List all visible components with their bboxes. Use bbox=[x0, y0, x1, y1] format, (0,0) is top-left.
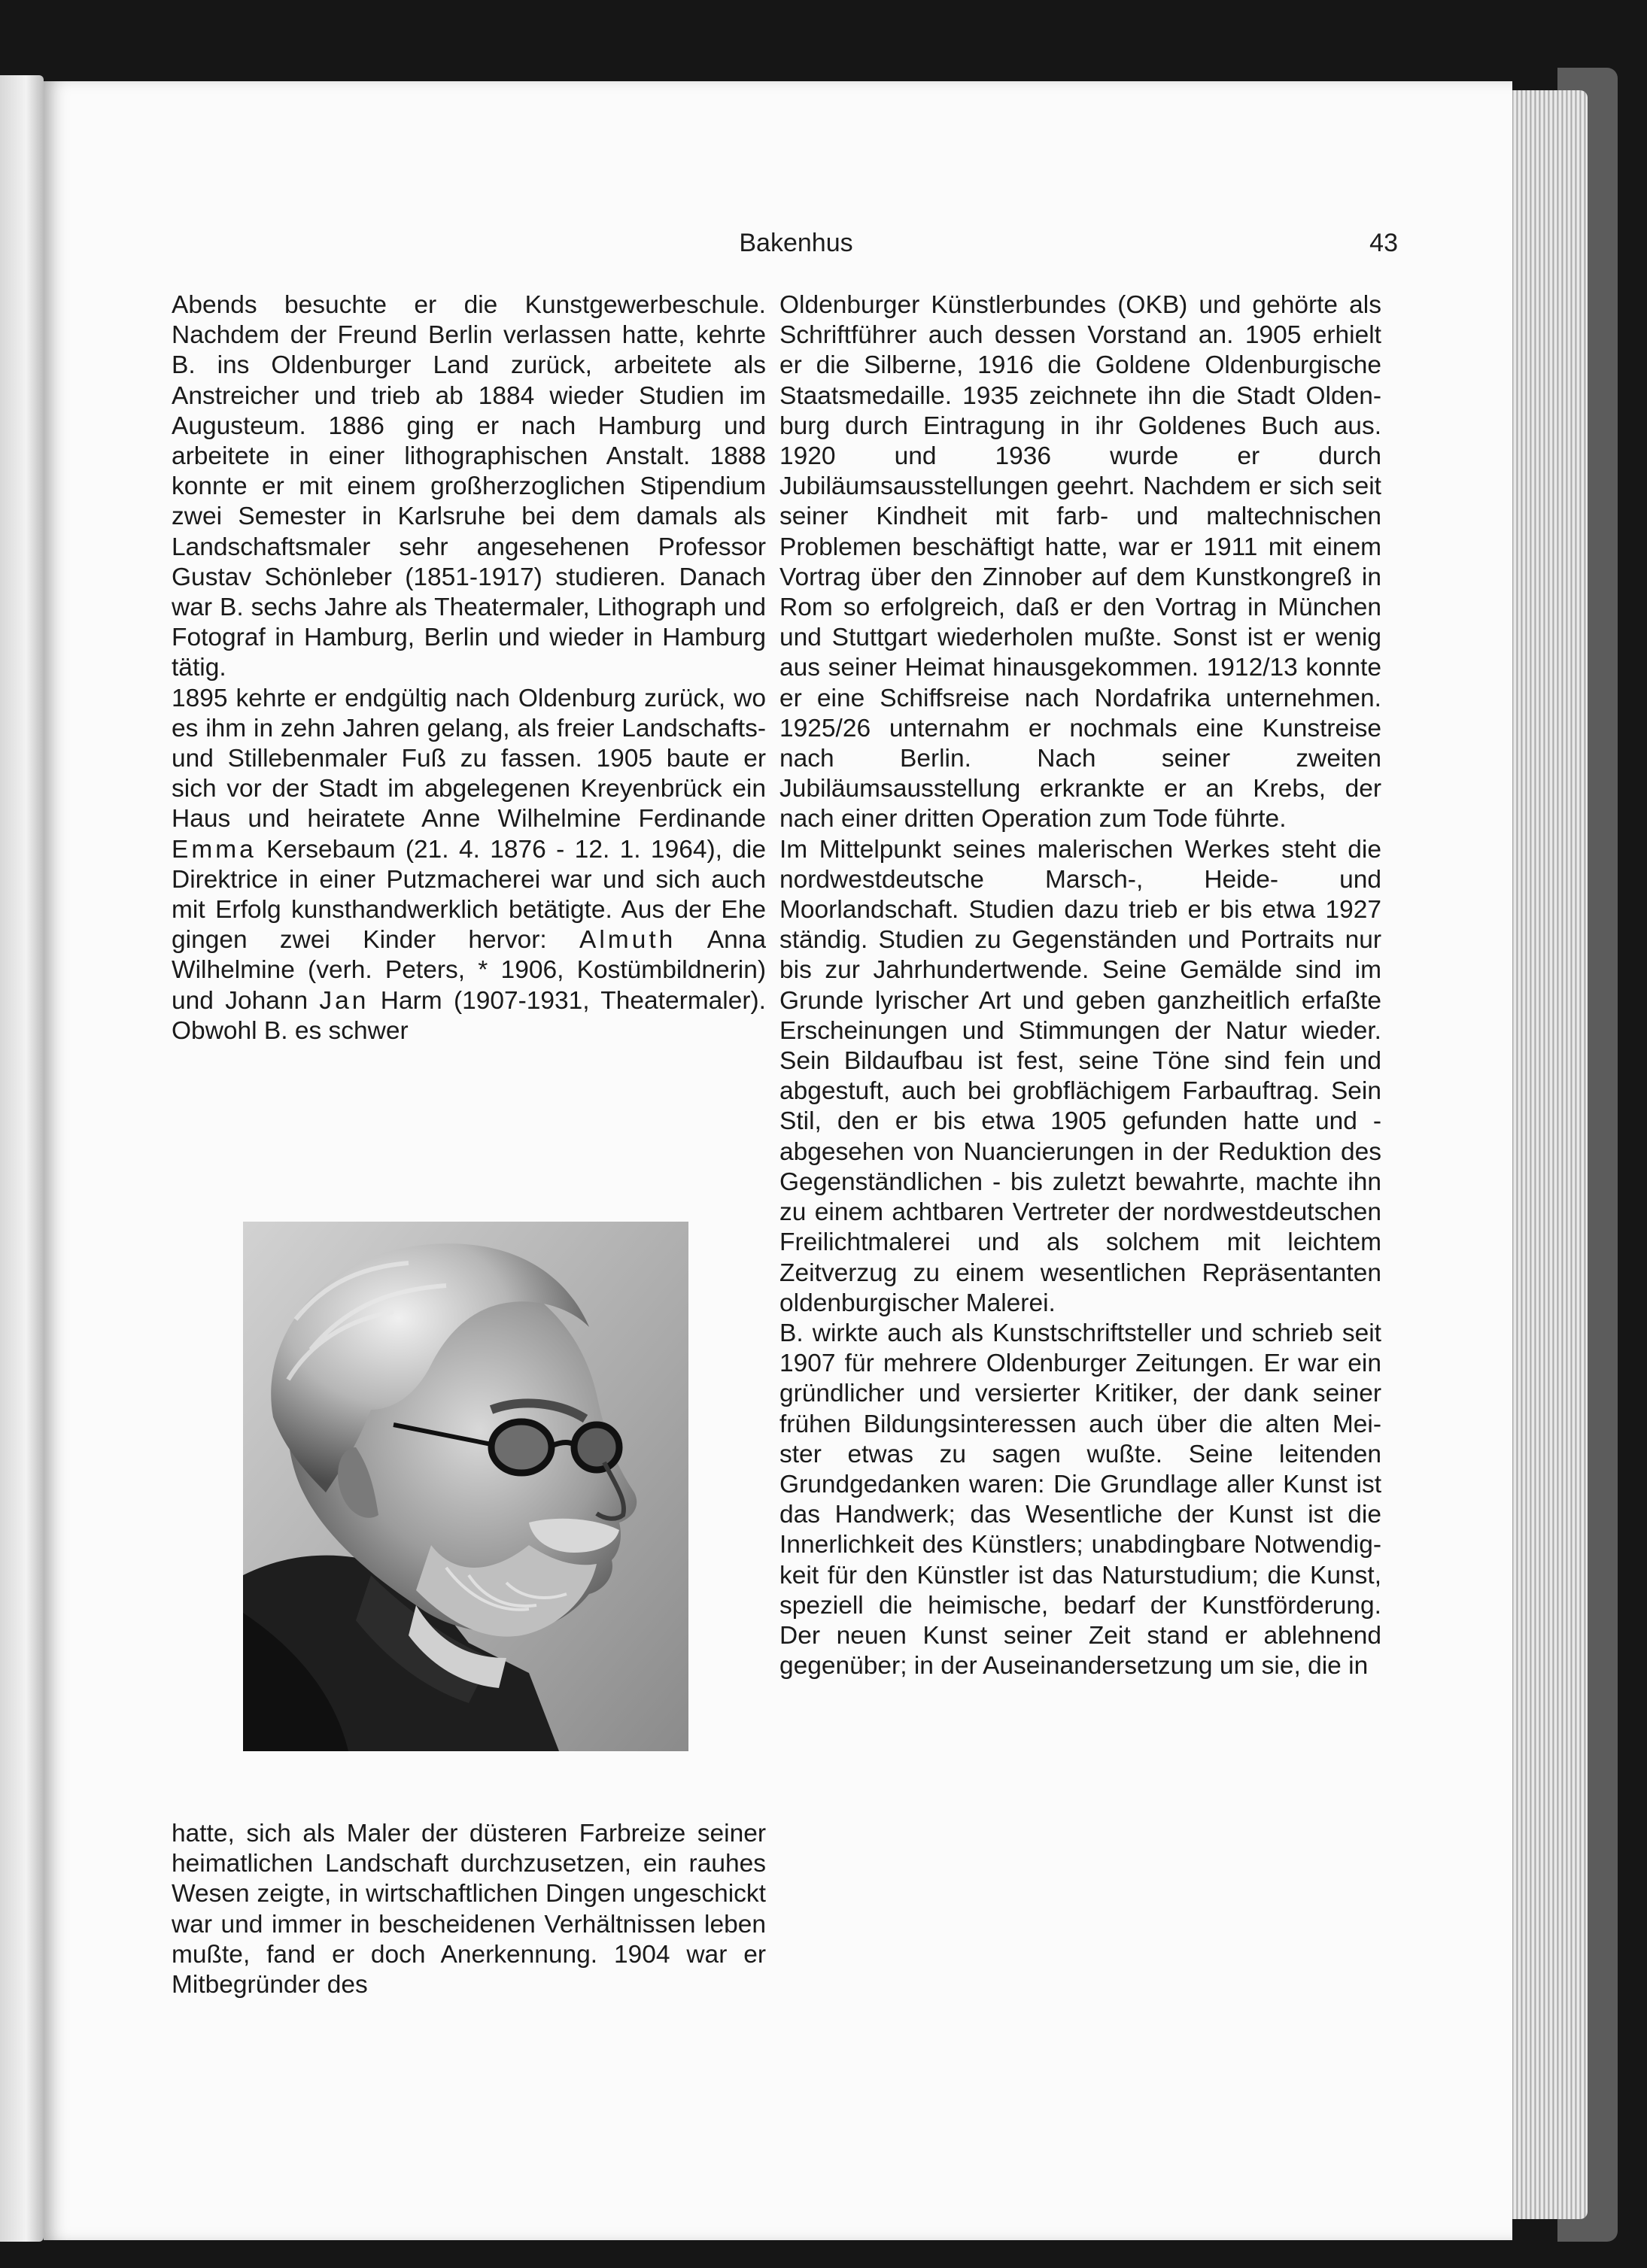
paragraph: Im Mittelpunkt seines malerischen Werkes steht die nordwestdeutsche Marsch-, Heide- und Moorlandschaft. Studien dazu trieb er bis etwa 1927 ständig. Studien zu Gegenständen und Portraits nur bis zur Jahrhundertwende. Seine Gemälde sind im Grunde lyrischer Art und geben ganzheitlich erfaßte Erscheinungen und Stimmungen der Natur wieder. Sein Bildaufbau ist fest, seine Töne sind fein und abgestuft, auch bei grobflächigem Farbauftrag. Sein Stil, den er bis etwa 1905 gefunden hatte und - abgesehen von Nuancierungen in der Reduktion des Gegenständlichen - bis zuletzt bewahrte, machte ihn zu einem achtbaren Vertreter der nordwestdeutschen Freilichtmalerei und als solchem mit leichtem Zeitverzug zu einem wesentlichen Repräsentanten oldenburgischer Malerei. bbox=[779, 835, 1381, 1317]
right-column bbox=[779, 290, 1381, 1681]
portrait-photo-icon bbox=[243, 1222, 688, 1751]
spaced-name: Almuth bbox=[579, 926, 676, 955]
paragraph: 1895 kehrte er endgültig nach Oldenburg zurück, wo es ihm in zehn Jahren gelang, als freier Landschafts- und Stillebenmaler Fuß zu fassen. 1905 baute er sich vor der Stadt im abgelegenen Kreyenbrück ein Haus und heiratete Anne Wilhelmine Ferdinande Emma Kersebaum (21. 4. 1876 - 12. 1. 1964), die Direktrice in einer Putzmacherei war und sich auch mit Erfolg kunsthandwerklich betätigte. Aus der Ehe gingen zwei Kinder hervor: Almuth Anna Wilhelmine (verh. Peters, * 1906, Kostümbildnerin) und Johann Jan Harm (1907-1931, Theatermaler). Obwohl B. es schwer bbox=[172, 684, 766, 1045]
spaced-name: Jan bbox=[319, 986, 369, 1015]
paragraph: Oldenburger Künstlerbundes (OKB) und gehörte als Schriftführer auch dessen Vorstand an. 1905 erhielt er die Silberne, 1916 die Goldene Oldenburgische Staatsmedaille. 1935 zeichnete ihn die Stadt Oldenburg durch Eintragung in ihr Goldenes Buch aus. 1920 und 1936 wurde er durch Jubiläumsausstellungen geehrt. Nachdem er sich seit seiner Kindheit mit farb- und maltechnischen Problemen beschäftigt hatte, war er 1911 mit einem Vortrag über den Zinnober auf dem Kunstkongreß in Rom so erfolgreich, daß er den Vortrag in München und Stuttgart wiederholen mußte. Sonst ist er wenig aus seiner Heimat hinausgekommen. 1912/13 konnte er eine Schiffsreise nach Nordafrika unternehmen. 1925/26 unternahm er nochmals eine Kunstreise nach Berlin. Nach seiner zweiten Jubiläumsausstellung erkrankte er an Krebs, der nach einer dritten Operation zum Tode führte. bbox=[779, 291, 1381, 833]
running-title: Bakenhus bbox=[739, 229, 853, 257]
spaced-name: Emma bbox=[172, 835, 257, 864]
page-stack-edges bbox=[1505, 90, 1588, 2219]
left-column-bottom bbox=[172, 1819, 766, 2000]
previous-page-edge bbox=[0, 75, 44, 2242]
paragraph: Abends besuchte er die Kunstgewerbeschule. Nachdem der Freund Berlin verlassen hatte, kehrte B. ins Oldenburger Land zurück, arbeitete als Anstreicher und trieb ab 1884 wieder Studien im Augusteum. 1886 ging er nach Hamburg und arbeitete in einer lithographischen Anstalt. 1888 konnte er mit einem großherzoglichen Stipendium zwei Semester in Karlsruhe bei dem damals als Landschaftsmaler sehr angesehenen Professor Gustav Schönleber (1851-1917) studieren. Danach war B. sechs Jahre als Theatermaler, Lithograph und Fotograf in Hamburg, Berlin und wieder in Hamburg tätig. bbox=[172, 291, 766, 682]
paragraph: B. wirkte auch als Kunstschriftsteller und schrieb seit 1907 für mehrere Oldenburger Zeitungen. Er war ein gründlicher und versierter Kritiker, der dank seiner frühen Bildungsinteressen auch über die alten Meister etwas zu sagen wußte. Seine leitenden Grundgedanken waren: Die Grundlage aller Kunst ist das Handwerk; das Wesentliche der Kunst ist die Innerlichkeit des Künstlers; unabdingbare Notwendigkeit für den Künstler ist das Naturstudium; die Kunst, speziell die heimische, bedarf der Kunstförderung. Der neuen Kunst seiner Zeit stand er ablehnend gegenüber; in der Auseinandersetzung um sie, die in bbox=[779, 1319, 1381, 1681]
page-number: 43 bbox=[1369, 229, 1398, 257]
book-page bbox=[44, 81, 1512, 2240]
paragraph: hatte, sich als Maler der düsteren Farbreize seiner heimatlichen Landschaft durchzusetzen, ein rauhes Wesen zeigte, in wirtschaftlichen Dingen ungeschickt war und immer in bescheidenen Verhältnissen leben mußte, fand er doch Anerkennung. 1904 war er Mitbegründer des bbox=[172, 1820, 766, 1999]
left-column-top bbox=[172, 290, 766, 1046]
